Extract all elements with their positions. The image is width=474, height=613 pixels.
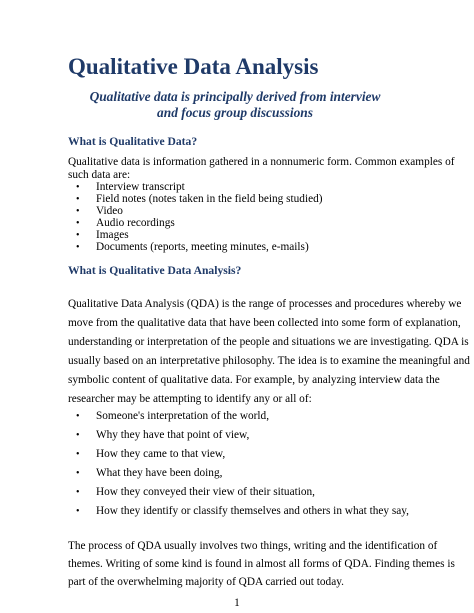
- list-item-text: How they came to that view,: [96, 448, 226, 460]
- bullet-icon: •: [76, 206, 80, 217]
- paragraph-line: researcher may be attempting to identify any or all of:: [68, 393, 312, 405]
- bullet-icon: •: [76, 230, 80, 241]
- bullet-icon: •: [76, 218, 80, 229]
- bullet-icon: •: [76, 430, 80, 441]
- bullet-icon: •: [76, 411, 80, 422]
- list-item-text: Documents (reports, meeting minutes, e-mails): [96, 241, 309, 253]
- subtitle-line-2: and focus group discussions: [157, 105, 313, 120]
- bullet-icon: •: [76, 194, 80, 205]
- list-item-text: Interview transcript: [96, 181, 185, 193]
- list-item-text: What they have been doing,: [96, 467, 223, 479]
- paragraph-line: usually based on an interpretative philosophy. The idea is to examine the meaningful and: [68, 355, 470, 367]
- list-item-text: Why they have that point of view,: [96, 429, 250, 441]
- paragraph-line: The process of QDA usually involves two things, writing and the identification of: [68, 540, 438, 552]
- subtitle-line-1: Qualitative data is principally derived from interview: [89, 89, 381, 104]
- list-item-text: How they identify or classify themselves and others in what they say,: [96, 505, 409, 517]
- bullet-icon: •: [76, 506, 80, 517]
- page-number: 1: [234, 597, 240, 609]
- list-item-text: Video: [96, 205, 123, 217]
- section-heading-qualitative-data: What is Qualitative Data?: [68, 135, 198, 148]
- bullet-icon: •: [76, 487, 80, 498]
- list-item-text: Images: [96, 229, 129, 241]
- bullet-icon: •: [76, 468, 80, 479]
- list-item-text: Audio recordings: [96, 217, 175, 229]
- paragraph-line: themes. Writing of some kind is found in almost all forms of QDA. Finding themes is: [68, 558, 455, 570]
- bullet-icon: •: [76, 449, 80, 460]
- bullet-icon: •: [76, 182, 80, 193]
- paragraph-line: Qualitative Data Analysis (QDA) is the range of processes and procedures whereby we: [68, 298, 462, 310]
- paragraph-line: part of the overwhelming majority of QDA carried out today.: [68, 576, 344, 588]
- bullet-icon: •: [76, 242, 80, 253]
- section1-intro-line: such data are:: [68, 169, 131, 181]
- list-item-text: Someone's interpretation of the world,: [96, 410, 270, 422]
- list-item-text: How they conveyed their view of their situation,: [96, 486, 315, 498]
- paragraph-line: symbolic content of qualitative data. For example, by analyzing interview data the: [68, 374, 440, 386]
- list-item-text: Field notes (notes taken in the field being studied): [96, 193, 323, 205]
- paragraph-line: move from the qualitative data that have been collected into some form of explanation,: [68, 317, 461, 329]
- section1-intro-line: Qualitative data is information gathered in a nonnumeric form. Common examples of: [68, 156, 455, 168]
- document-title: Qualitative Data Analysis: [68, 54, 319, 79]
- paragraph-line: understanding or interpretation of the people and situations we are investigating. QDA is: [68, 336, 469, 348]
- section-heading-qualitative-data-analysis: What is Qualitative Data Analysis?: [68, 264, 242, 277]
